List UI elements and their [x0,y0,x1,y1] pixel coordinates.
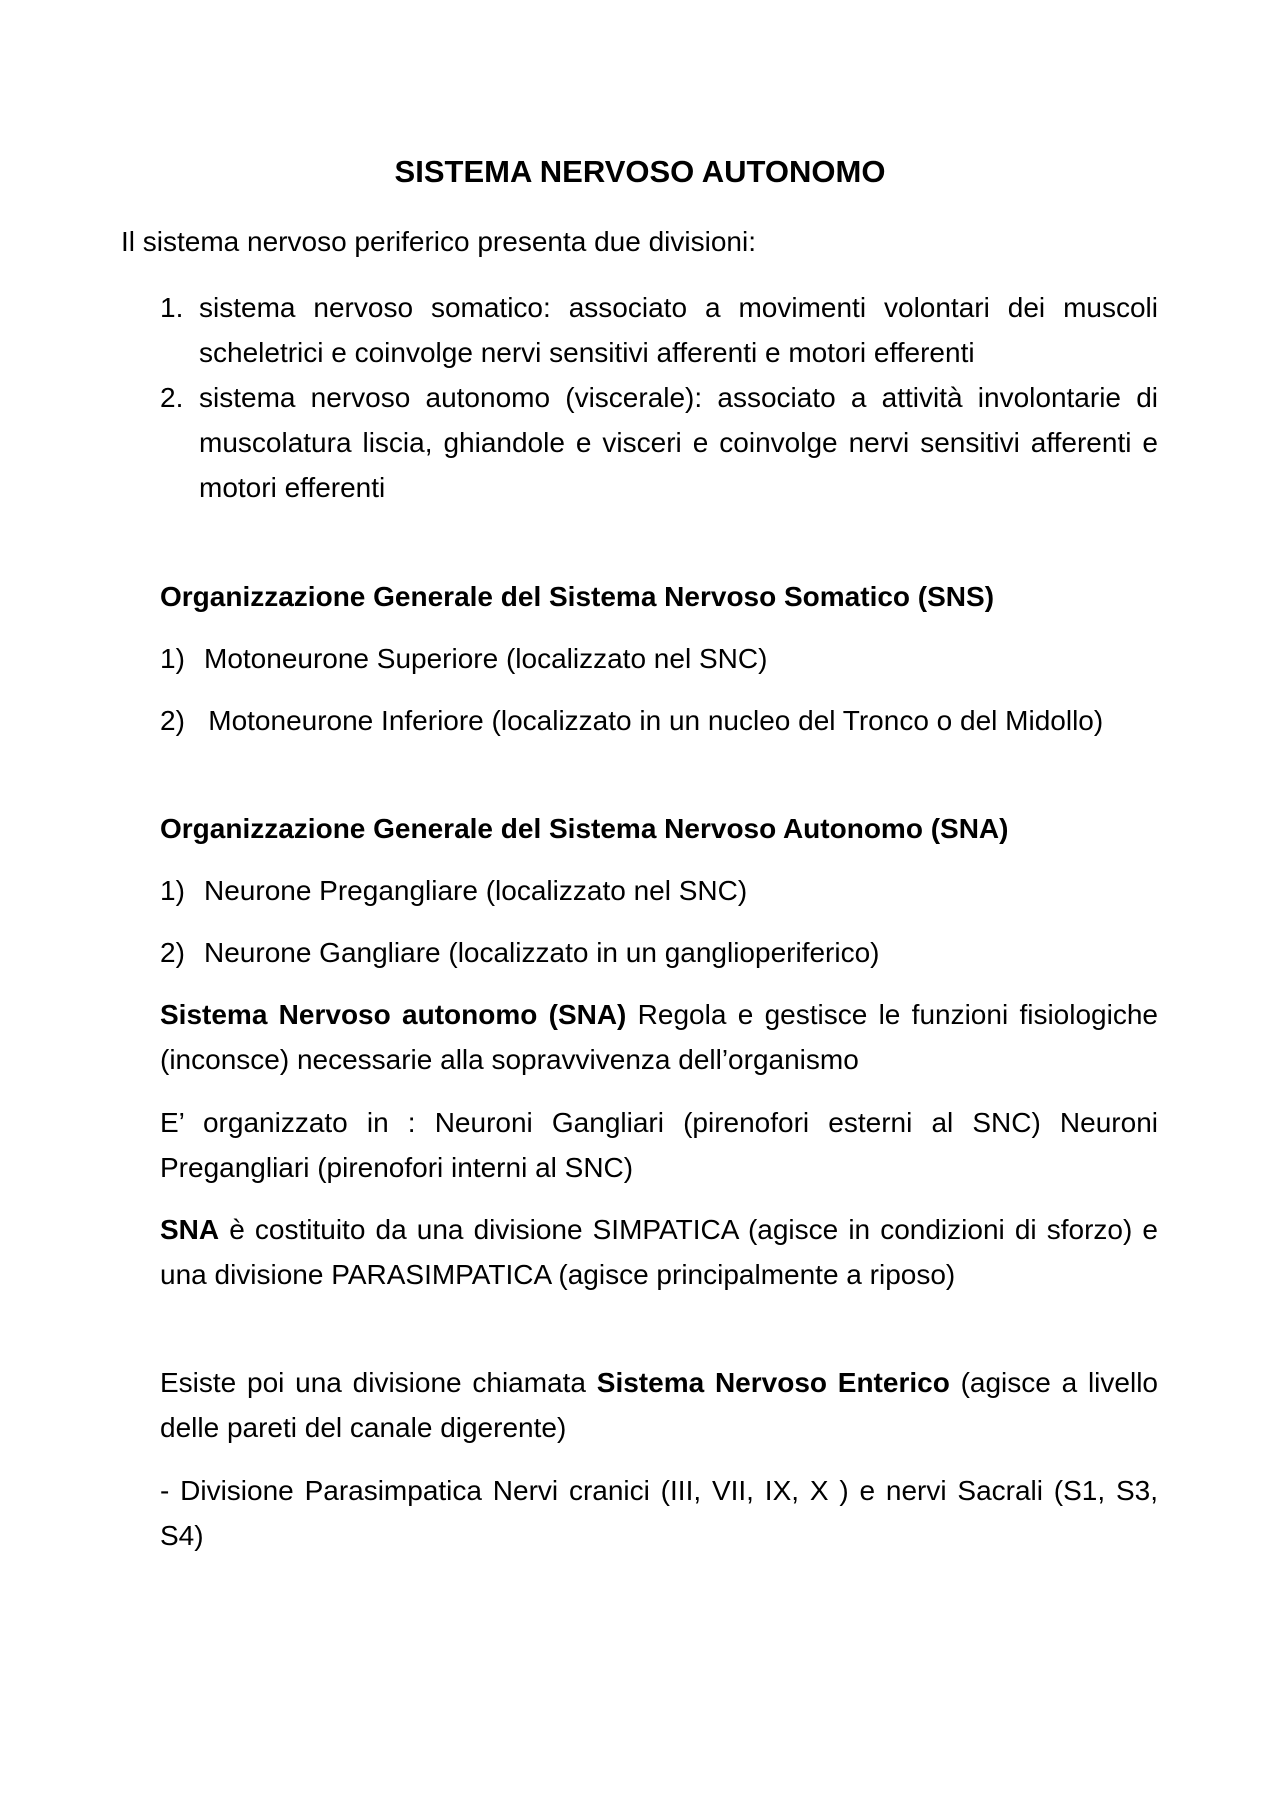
sna-divisions-text: è costituito da una divisione SIMPATICA (agisce in condizioni di sforzo) e una divisione PARASIMPATICA (agisce principalmente a riposo) [160,1214,1158,1290]
list-item-text: sistema nervoso somatico: associato a movimenti volontari dei muscoli scheletrici e coinvolge nervi sensitivi afferenti e motori efferenti [199,292,1158,368]
enteric-paragraph [160,1360,1158,1450]
sna-item [160,930,1158,975]
list-item [160,375,1158,510]
sns-item-number: 2) [160,705,185,736]
sns-item-text: Motoneurone Superiore (localizzato nel SNC) [204,643,768,674]
sna-item [160,868,1158,913]
enteric-pre-text: Esiste poi una divisione chiamata [160,1367,597,1398]
page-title: SISTEMA NERVOSO AUTONOMO [394,154,886,189]
list-item-text: sistema nervoso autonomo (viscerale): associato a attività involontarie di muscolatura liscia, ghiandole e visceri e coinvolge nervi sensitivi afferenti e motori efferenti [199,382,1158,503]
sns-item-number: 1) [160,643,185,674]
sna-heading: Organizzazione Generale del Sistema Nervoso Autonomo (SNA) [160,813,1009,844]
intro-text: Il sistema nervoso periferico presenta due divisioni: [121,226,756,257]
organization-paragraph: E’ organizzato in : Neuroni Gangliari (pirenofori esterni al SNC) Neuroni Pregangliari (pirenofori interni al SNC) [160,1107,1158,1183]
sns-item-text: Motoneurone Inferiore (localizzato in un nucleo del Tronco o del Midollo) [208,705,1104,736]
sna-item-number: 2) [160,937,185,968]
sna-item-text: Neurone Pregangliare (localizzato nel SNC) [204,875,748,906]
sns-item [160,636,1158,681]
sna-item-text: Neurone Gangliare (localizzato in un ganglioperiferico) [204,937,880,968]
sna-item-number: 1) [160,875,185,906]
list-item-number: 1. [160,292,184,323]
enteric-term: Sistema Nervoso Enterico [596,1367,950,1398]
sna-definition-text: Regola e gestisce le funzioni fisiologiche (inconsce) necessarie alla sopravvivenza dell’organismo [160,999,1158,1075]
list-item [160,285,1158,375]
sns-heading: Organizzazione Generale del Sistema Nervoso Somatico (SNS) [160,581,995,612]
list-item-number: 2. [160,382,184,413]
sna-term: SNA [160,1214,220,1245]
sna-definition [160,992,1158,1082]
sna-definition-term: Sistema Nervoso autonomo (SNA) [160,999,627,1030]
divisions-list [160,285,1158,510]
parasympathetic-paragraph: - Divisione Parasimpatica Nervi cranici (III, VII, IX, X ) e nervi Sacrali (S1, S3, S4) [160,1475,1158,1551]
enteric-post-text: (agisce a livello delle pareti del canale digerente) [160,1367,1158,1443]
sns-item [160,698,1158,743]
sna-divisions-paragraph [160,1207,1158,1297]
